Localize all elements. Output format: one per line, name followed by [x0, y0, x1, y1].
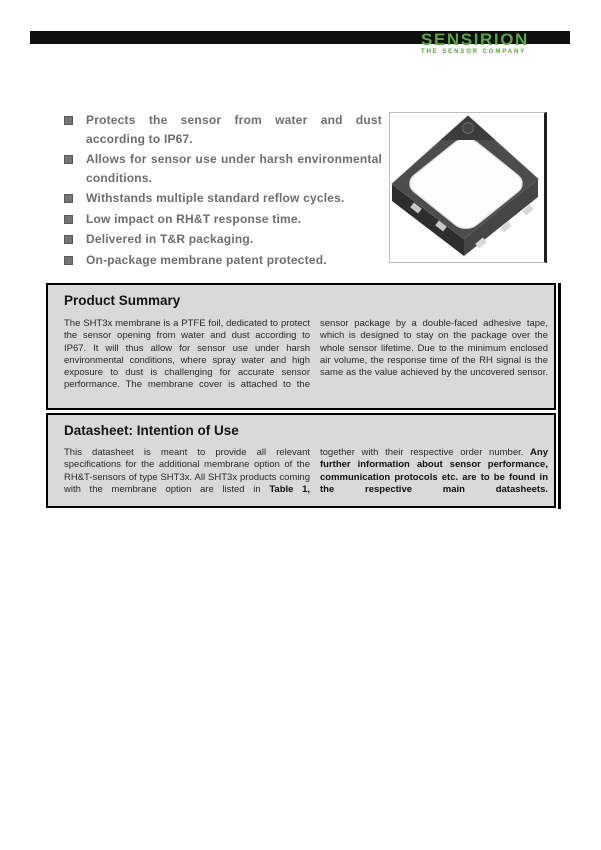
- intention-of-use-section: [46, 413, 556, 508]
- logo-brand-text: SENSIRION: [421, 30, 529, 49]
- intention-right-column: [320, 447, 548, 496]
- bullet-square-icon: [64, 256, 73, 265]
- intention-left-column: [64, 447, 310, 496]
- feature-text: On-package membrane patent protected.: [86, 252, 327, 267]
- logo-tagline-text: THE SENSOR COMPANY: [421, 49, 527, 55]
- sht3x-chip-illustration: [390, 113, 544, 262]
- feature-text: Withstands multiple standard reflow cycles.: [86, 191, 345, 205]
- right-vertical-rule: [558, 283, 561, 509]
- feature-text: Low impact on RH&T response time.: [86, 211, 302, 226]
- bullet-square-icon: [64, 215, 73, 224]
- intention-left-text: This datasheet is meant to provide all relevant specifications for the additional membrane option of the RH&T-sensors of type SHT3x. All SHT3x products coming with the membrane option are listed in: [64, 447, 310, 495]
- feature-item: [64, 189, 382, 208]
- bullet-square-icon: [64, 235, 73, 244]
- feature-item: [64, 210, 382, 229]
- feature-text: Allows for sensor use under harsh environmental conditions.: [86, 152, 382, 185]
- table-1-reference: Table 1,: [269, 483, 311, 495]
- bullet-square-icon: [64, 116, 73, 125]
- intention-right-text: together with their respective order number.: [320, 447, 531, 458]
- product-summary-right-column: sensor package by a double-faced adhesive tape, which is designed to stay on the package over the whole sensor lifetime. Due to the minimum enclosed air volume, the response time of the RH signal is the same as the value achieved by the uncovered sensor.: [320, 318, 548, 379]
- feature-text: Delivered in T&R packaging.: [86, 232, 254, 246]
- bullet-square-icon: [64, 194, 73, 203]
- intention-of-use-title: Datasheet: Intention of Use: [64, 423, 239, 438]
- feature-item: [64, 230, 382, 249]
- product-summary-left-column: The SHT3x membrane is a PTFE foil, dedicated to protect the sensor opening from water and dust according to IP67. It will thus allow for sensor use under harsh environmental conditions, where spray water and high exposure to dust is challenging for accurate sensor performance. The membrane cover is attached to the: [64, 318, 310, 391]
- feature-list: [64, 111, 382, 271]
- sensirion-logo: [421, 31, 555, 57]
- product-summary-section: [46, 283, 556, 410]
- feature-item: [64, 111, 382, 148]
- product-summary-title: Product Summary: [64, 293, 181, 308]
- product-image: [389, 112, 547, 263]
- feature-item: [64, 251, 382, 270]
- intention-right-bold-text: Any further information about sensor performance, communication protocols etc. are to be found in the respective main datasheets.: [320, 447, 548, 495]
- bullet-square-icon: [64, 155, 73, 164]
- feature-item: [64, 150, 382, 187]
- feature-text: Protects the sensor from water and dust according to IP67.: [86, 113, 382, 146]
